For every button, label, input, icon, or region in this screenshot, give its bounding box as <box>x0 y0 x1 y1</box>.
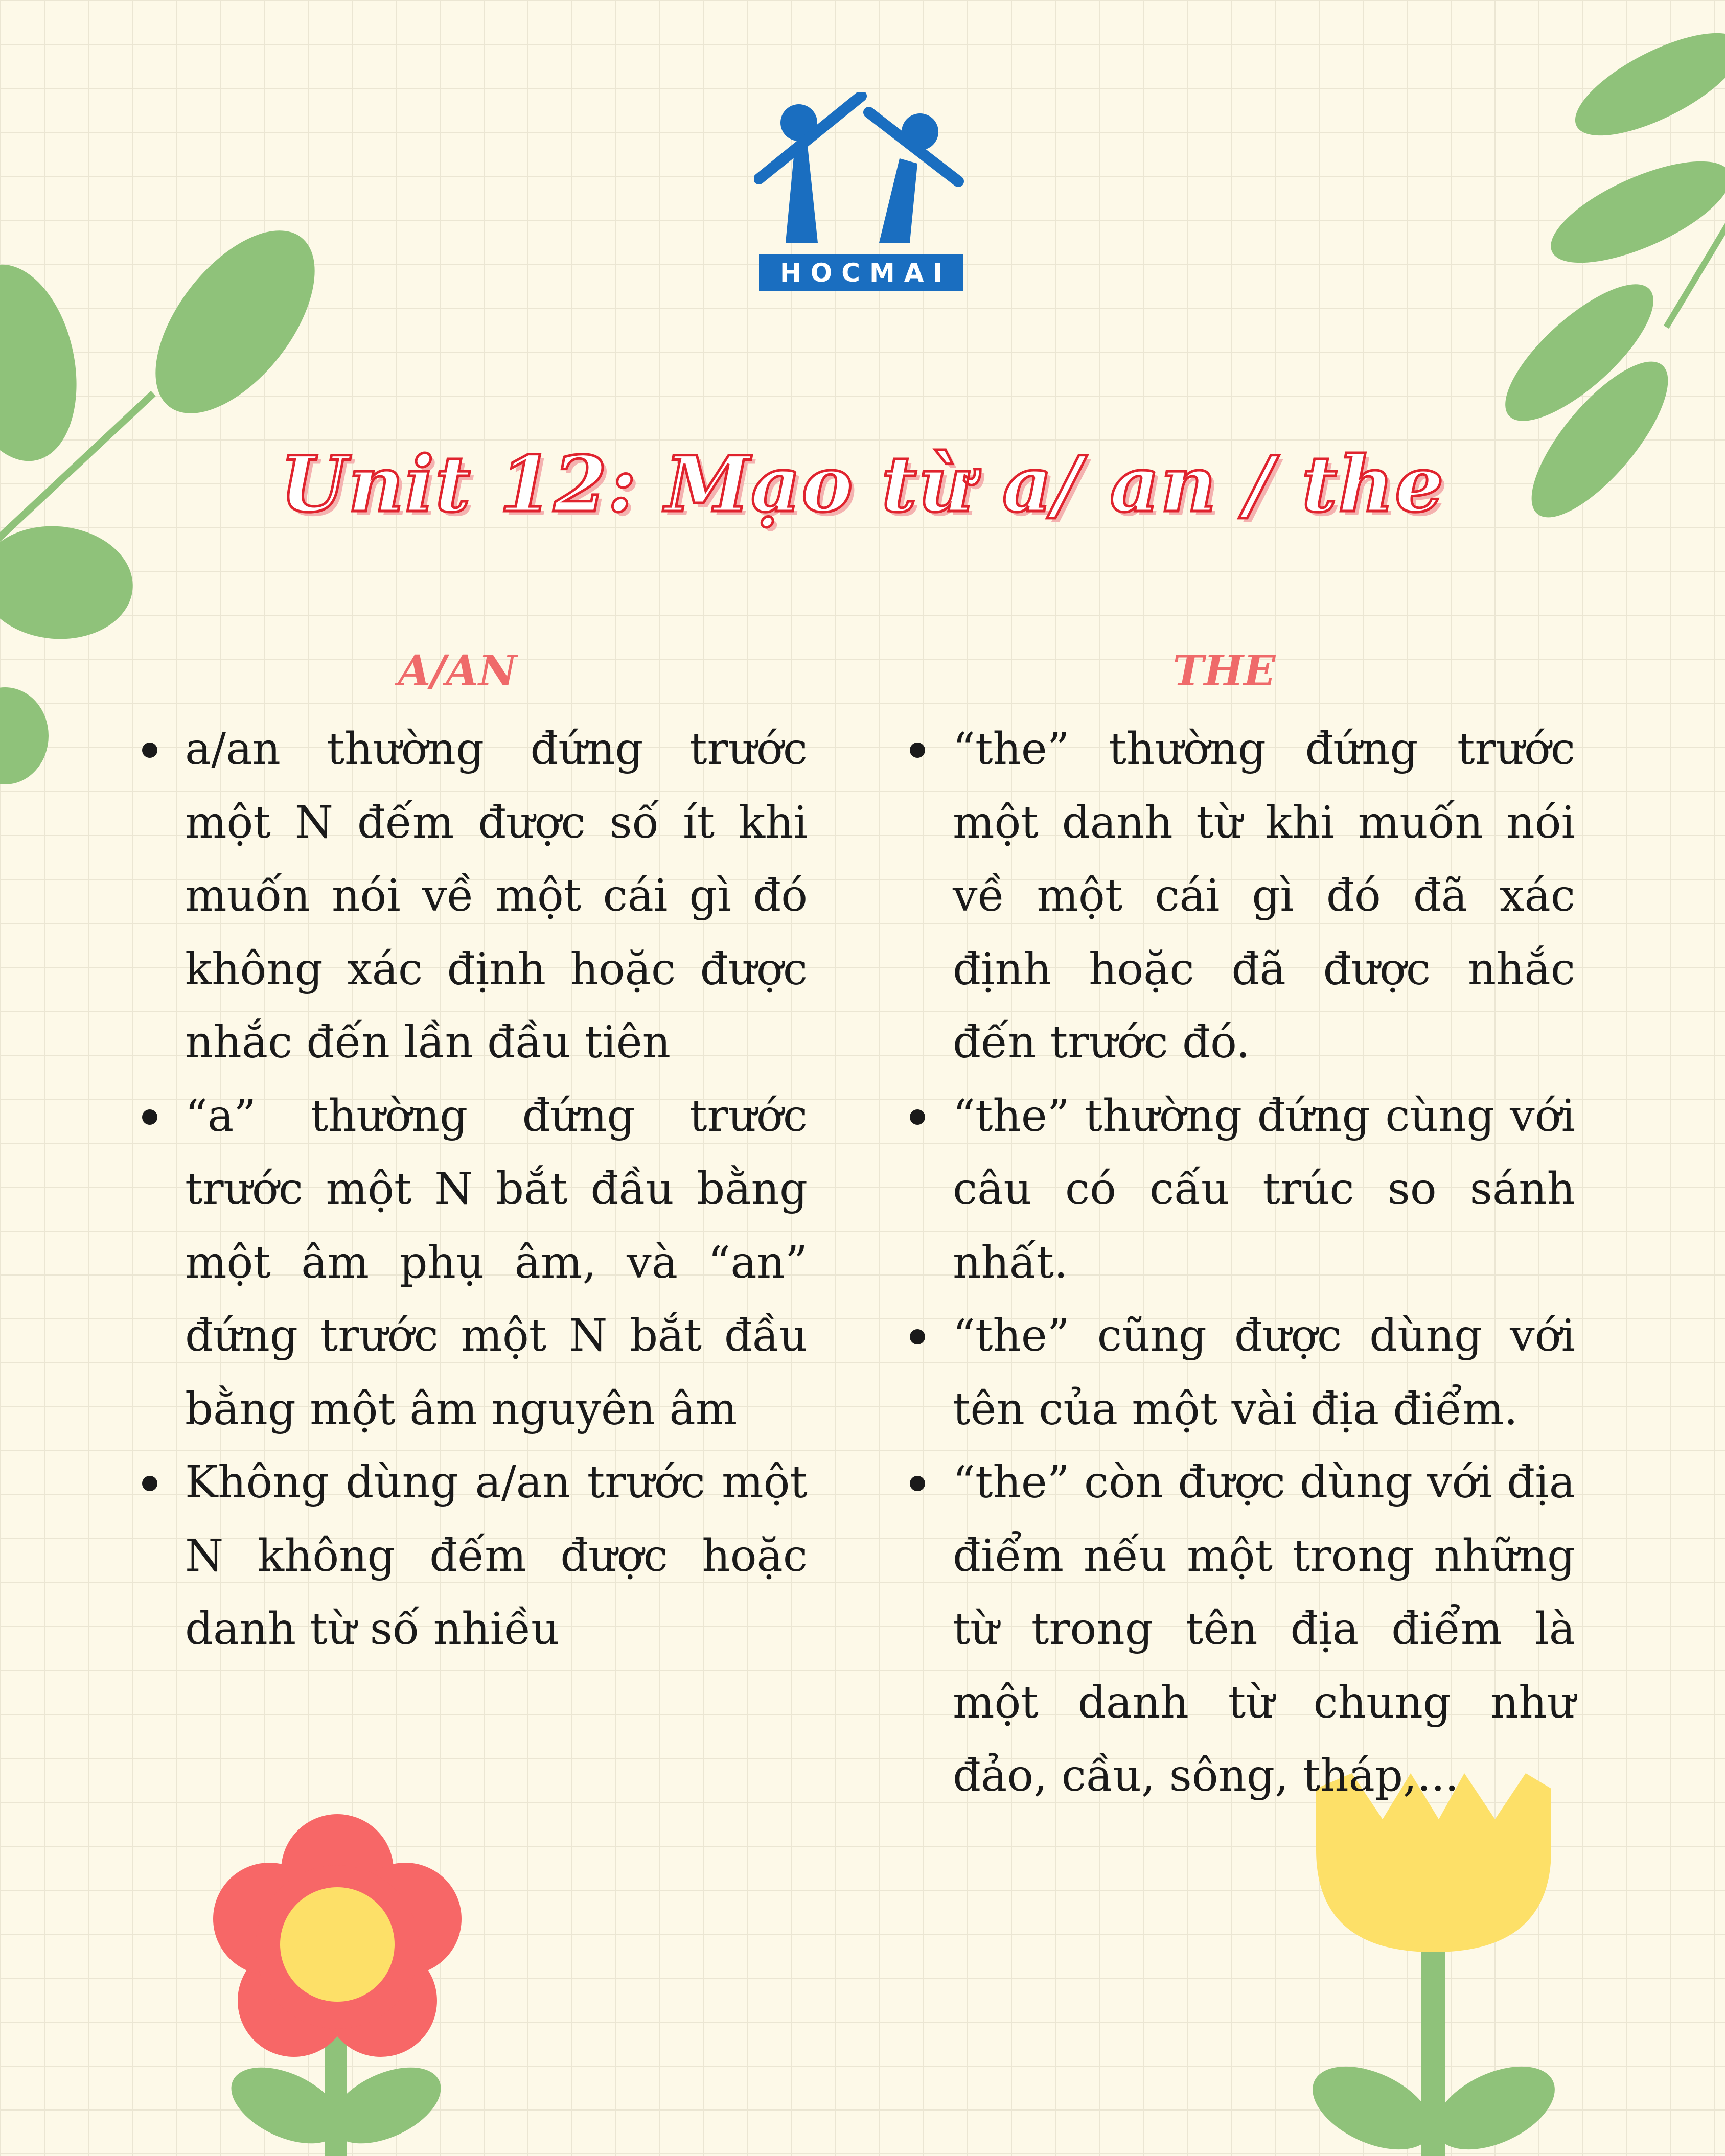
logo-text: HOCMAI <box>779 258 952 288</box>
list-item: Không dùng a/an trước một N không đếm được hoặc danh từ số nhiều <box>128 1446 808 1666</box>
yellow-tulip <box>1300 1773 1568 2156</box>
logo-figures-icon <box>754 92 969 256</box>
list-item: “the” còn được dùng với địa điểm nếu một trong những từ trong tên địa điểm là một danh từ chung như đảo, cầu, sông, tháp,... <box>895 1446 1575 1813</box>
list-item: “a” thường đứng trước trước một N bắt đầu bằng một âm phụ âm, và “an” đứng trước một N bắt đầu bằng một âm nguyên âm <box>128 1080 808 1447</box>
red-flower <box>213 1814 462 2156</box>
column-heading-a-an: A/AN <box>398 646 517 696</box>
list-item: “the” thường đứng cùng với câu có cấu trúc so sánh nhất. <box>895 1080 1575 1300</box>
column-a-an <box>128 713 808 1666</box>
page-title: Unit 12: Mạo từ a/ an / the <box>280 439 1445 529</box>
logo-wordmark <box>759 254 963 291</box>
column-heading-the: THE <box>1172 646 1276 696</box>
list-item: a/an thường đứng trước một N đếm được số ít khi muốn nói về một cái gì đó không xác định hoặc được nhắc đến lần đầu tiên <box>128 713 808 1080</box>
bullet-list <box>895 713 1575 1813</box>
column-the <box>895 713 1575 1813</box>
bullet-list <box>128 713 808 1666</box>
hocmai-logo <box>754 92 969 296</box>
list-item: “the” cũng được dùng với tên của một vài địa điểm. <box>895 1300 1575 1446</box>
list-item: “the” thường đứng trước một danh từ khi muốn nói về một cái gì đó đã xác định hoặc đã được nhắc đến trước đó. <box>895 713 1575 1080</box>
